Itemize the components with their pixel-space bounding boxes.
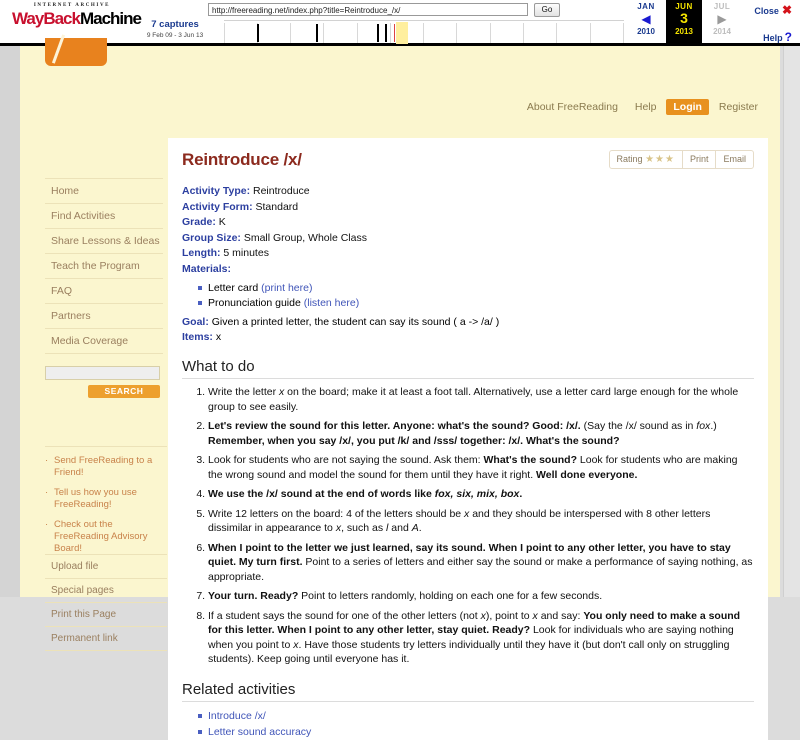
goal-and-items — [182, 315, 754, 344]
activity-type-value: Reintroduce — [253, 185, 310, 197]
previous-arrow-icon[interactable]: ◀ — [641, 12, 651, 26]
browser-left-gutter — [0, 46, 20, 597]
timeline-capture-tick[interactable] — [257, 24, 259, 42]
tool-item-permanent-link[interactable]: Permanent link — [45, 627, 167, 651]
activity-metadata — [182, 184, 754, 276]
question-mark-icon[interactable]: ? — [784, 30, 792, 44]
activity-type-label: Activity Type: — [182, 185, 251, 197]
go-button[interactable]: Go — [534, 3, 560, 17]
step-item: 2. Let's review the sound for this letter. Anyone: what's the sound? Good: /x/. (Say the /x/ sound as in fox.) Remember, when you say /x/, you put /k/ and /sss/ together: /x/. What's the sound? — [208, 419, 754, 448]
timeline-divider — [423, 23, 424, 43]
length-label: Length: — [182, 247, 221, 259]
material-link-print-here[interactable]: (print here) — [261, 282, 313, 294]
square-bullet-icon — [198, 730, 202, 734]
next-arrow-icon[interactable]: ▶ — [717, 12, 727, 26]
instruction-steps — [182, 385, 754, 667]
sidebar-tools — [45, 554, 167, 651]
material-item-letter-card — [198, 281, 754, 296]
sidebar-navigation — [45, 178, 163, 354]
meta-row-group-size — [182, 231, 754, 246]
sidebar-item-teach-program[interactable]: Teach the Program — [45, 254, 163, 279]
timeline-divider — [590, 23, 591, 43]
sidebar-item-home[interactable]: Home — [45, 178, 163, 204]
wayback-logo[interactable] — [12, 3, 141, 28]
promo-item-tell-us[interactable] — [45, 487, 167, 511]
timeline-divider — [456, 23, 457, 43]
timeline-divider — [357, 23, 358, 43]
meta-row-materials — [182, 262, 754, 277]
freereading-logo[interactable] — [45, 38, 107, 66]
internet-archive-label: INTERNET ARCHIVE — [33, 3, 111, 8]
goal-value: Given a printed letter, the student can say its sound ( a -> /a/ ) — [211, 316, 500, 328]
related-item — [198, 724, 754, 740]
meta-row-grade — [182, 215, 754, 230]
step-item: 1. Write the letter x on the board; make it at least a foot tall. Alternatively, use a letter card large enough for the whole group to see easily. — [208, 385, 754, 414]
grade-label: Grade: — [182, 216, 216, 228]
sidebar-item-share-lessons[interactable]: Share Lessons & Ideas — [45, 229, 163, 254]
what-to-do-heading: What to do — [182, 358, 754, 379]
rating-stars[interactable]: ★★★ — [645, 154, 675, 165]
captures-summary — [130, 19, 220, 39]
topnav-item-help[interactable]: Help — [634, 101, 657, 113]
year-selector[interactable] — [628, 0, 740, 46]
search-button[interactable]: SEARCH — [88, 385, 160, 398]
top-navigation — [520, 99, 765, 115]
tool-item-print-page[interactable]: Print this Page — [45, 603, 167, 627]
bullet-icon: · — [45, 519, 49, 530]
sidebar-item-media-coverage[interactable]: Media Coverage — [45, 329, 163, 354]
bullet-icon: · — [45, 487, 49, 498]
search-input[interactable] — [45, 366, 160, 380]
timeline-divider — [323, 23, 324, 43]
timeline-divider — [490, 23, 491, 43]
rating-toolbar — [609, 150, 754, 169]
items-row — [182, 330, 754, 345]
materials-list — [182, 281, 754, 311]
step-item: 3. Look for students who are not saying the sound. Ask them: What's the sound? Look for students who are making the wrong sound and model the sound for them until they have it right. Well done everyone. — [208, 453, 754, 482]
current-capture[interactable] — [666, 0, 702, 46]
archived-page — [0, 46, 800, 738]
close-label: Close — [754, 6, 779, 16]
help-label: Help — [763, 33, 783, 43]
next-month: JUL — [713, 2, 731, 11]
next-capture[interactable] — [704, 0, 740, 46]
wordmark-part-2: Machine — [79, 9, 141, 28]
related-link-introduce-x[interactable]: Introduce /x/ — [208, 709, 266, 722]
activity-form-label: Activity Form: — [182, 200, 253, 213]
timeline-capture-tick[interactable] — [316, 24, 318, 42]
help-button[interactable] — [763, 30, 792, 44]
promo-label: Send FreeReading to a Friend! — [54, 455, 153, 478]
timeline-divider — [224, 23, 225, 43]
step-item: 5. Write 12 letters on the board: 4 of the letters should be x and they should be interspersed with 8 other letters dissimilar in appearance to x, such as l and A. — [208, 507, 754, 536]
topnav-item-register[interactable]: Register — [718, 101, 758, 113]
related-activities-list — [182, 708, 754, 740]
bullet-icon: · — [45, 455, 49, 466]
timeline-divider — [523, 23, 524, 43]
captures-count[interactable]: 7 captures — [151, 19, 199, 30]
capture-timeline[interactable] — [224, 20, 624, 45]
step-item: 8. If a student says the sound for one of the other letters (not x), point to x and say: You only need to make a sound for this letter. When I point to any other letter, stay quiet. Ready? Look for individuals who are saying nothing when you point to x. Have those students try letters individually until they have it (but don't call only on struggling students). Keep going until everyone has it. — [208, 609, 754, 667]
materials-label: Materials: — [182, 262, 232, 275]
related-activities-heading: Related activities — [182, 681, 754, 702]
captures-date-range: 9 Feb 09 - 3 Jun 13 — [146, 32, 204, 39]
step-item: 4. We use the /x/ sound at the end of words like fox, six, mix, box. — [208, 487, 754, 502]
step-item: 6. When I point to the letter we just learned, say its sound. When I point to any other letter, you have to stay quiet. My turn first. Point to a series of letters and either say the sound or make a performance of saying nothing, as appropriate. — [208, 541, 754, 585]
timeline-divider — [556, 23, 557, 43]
previous-capture[interactable] — [628, 0, 664, 46]
current-month: JUN — [675, 2, 693, 11]
promo-item-advisory-board[interactable] — [45, 519, 167, 555]
timeline-capture-tick-current[interactable] — [394, 24, 395, 42]
wordmark-part-1: WayBack — [12, 9, 80, 28]
rating-widget[interactable] — [610, 151, 683, 168]
related-item — [198, 708, 754, 724]
promo-label: Check out the FreeReading Advisory Board! — [54, 519, 148, 554]
meta-row-length — [182, 246, 754, 261]
current-day: 3 — [680, 10, 688, 26]
meta-row-activity-type — [182, 184, 754, 199]
goal-row — [182, 315, 754, 330]
close-toolbar-button[interactable] — [754, 3, 792, 17]
sidebar-item-find-activities[interactable]: Find Activities — [45, 204, 163, 229]
promo-label: Tell us how you use FreeReading! — [54, 487, 137, 510]
topnav-item-about[interactable]: About FreeReading — [526, 101, 618, 113]
topnav-item-login[interactable]: Login — [666, 99, 709, 115]
square-bullet-icon — [198, 714, 202, 718]
timeline-capture-tick[interactable] — [377, 24, 379, 42]
timeline-divider — [623, 23, 624, 43]
material-item-pronunciation-guide — [198, 296, 754, 311]
timeline-divider — [290, 23, 291, 43]
sidebar-item-partners[interactable]: Partners — [45, 304, 163, 329]
length-value: 5 minutes — [223, 247, 269, 259]
timeline-divider — [390, 23, 391, 43]
sidebar-search — [45, 366, 163, 398]
page-title: Reintroduce /x/ — [182, 150, 302, 169]
current-year: 2013 — [675, 27, 693, 36]
square-bullet-icon — [198, 301, 202, 305]
group-size-value: Small Group, Whole Class — [243, 231, 367, 244]
previous-year: 2010 — [637, 27, 655, 36]
timeline-selected-band — [396, 22, 408, 44]
promo-item-send-to-friend[interactable] — [45, 455, 167, 479]
step-item: 7. Your turn. Ready? Point to letters randomly, holding on each one for a few seconds. — [208, 589, 754, 604]
article-content — [168, 138, 768, 740]
goal-label: Goal: — [182, 316, 209, 328]
grade-value: K — [218, 216, 226, 228]
square-bullet-icon — [198, 286, 202, 290]
wayback-toolbar — [0, 0, 800, 46]
close-icon[interactable]: ✖ — [781, 3, 792, 17]
meta-row-activity-form — [182, 200, 754, 215]
next-year: 2014 — [713, 27, 731, 36]
items-value: x — [215, 330, 222, 343]
email-button[interactable]: Email — [723, 154, 746, 164]
timeline-capture-tick[interactable] — [385, 24, 387, 42]
sidebar-promo-links — [45, 446, 167, 563]
page-scrollbar[interactable] — [783, 46, 800, 597]
print-button[interactable]: Print — [683, 151, 717, 168]
wayback-machine-wordmark — [12, 9, 141, 28]
material-text: Pronunciation guide — [208, 297, 301, 309]
related-link-letter-sound-accuracy[interactable]: Letter sound accuracy — [208, 725, 312, 738]
activity-form-value: Standard — [255, 200, 299, 213]
sidebar-item-faq[interactable]: FAQ — [45, 279, 163, 304]
material-link-listen-here[interactable]: (listen here) — [303, 297, 360, 309]
group-size-label: Group Size: — [182, 231, 241, 244]
previous-month: JAN — [637, 2, 655, 11]
tool-item-upload-file[interactable]: Upload file — [45, 554, 167, 579]
rating-label: Rating — [616, 154, 643, 164]
logo-slash-shape — [52, 34, 65, 63]
material-text: Letter card — [208, 282, 259, 294]
items-label: Items: — [182, 330, 213, 343]
tool-item-special-pages[interactable]: Special pages — [45, 579, 167, 603]
archived-url-input[interactable]: http://freereading.net/index.php?title=Reintroduce_/x/ — [208, 3, 528, 16]
